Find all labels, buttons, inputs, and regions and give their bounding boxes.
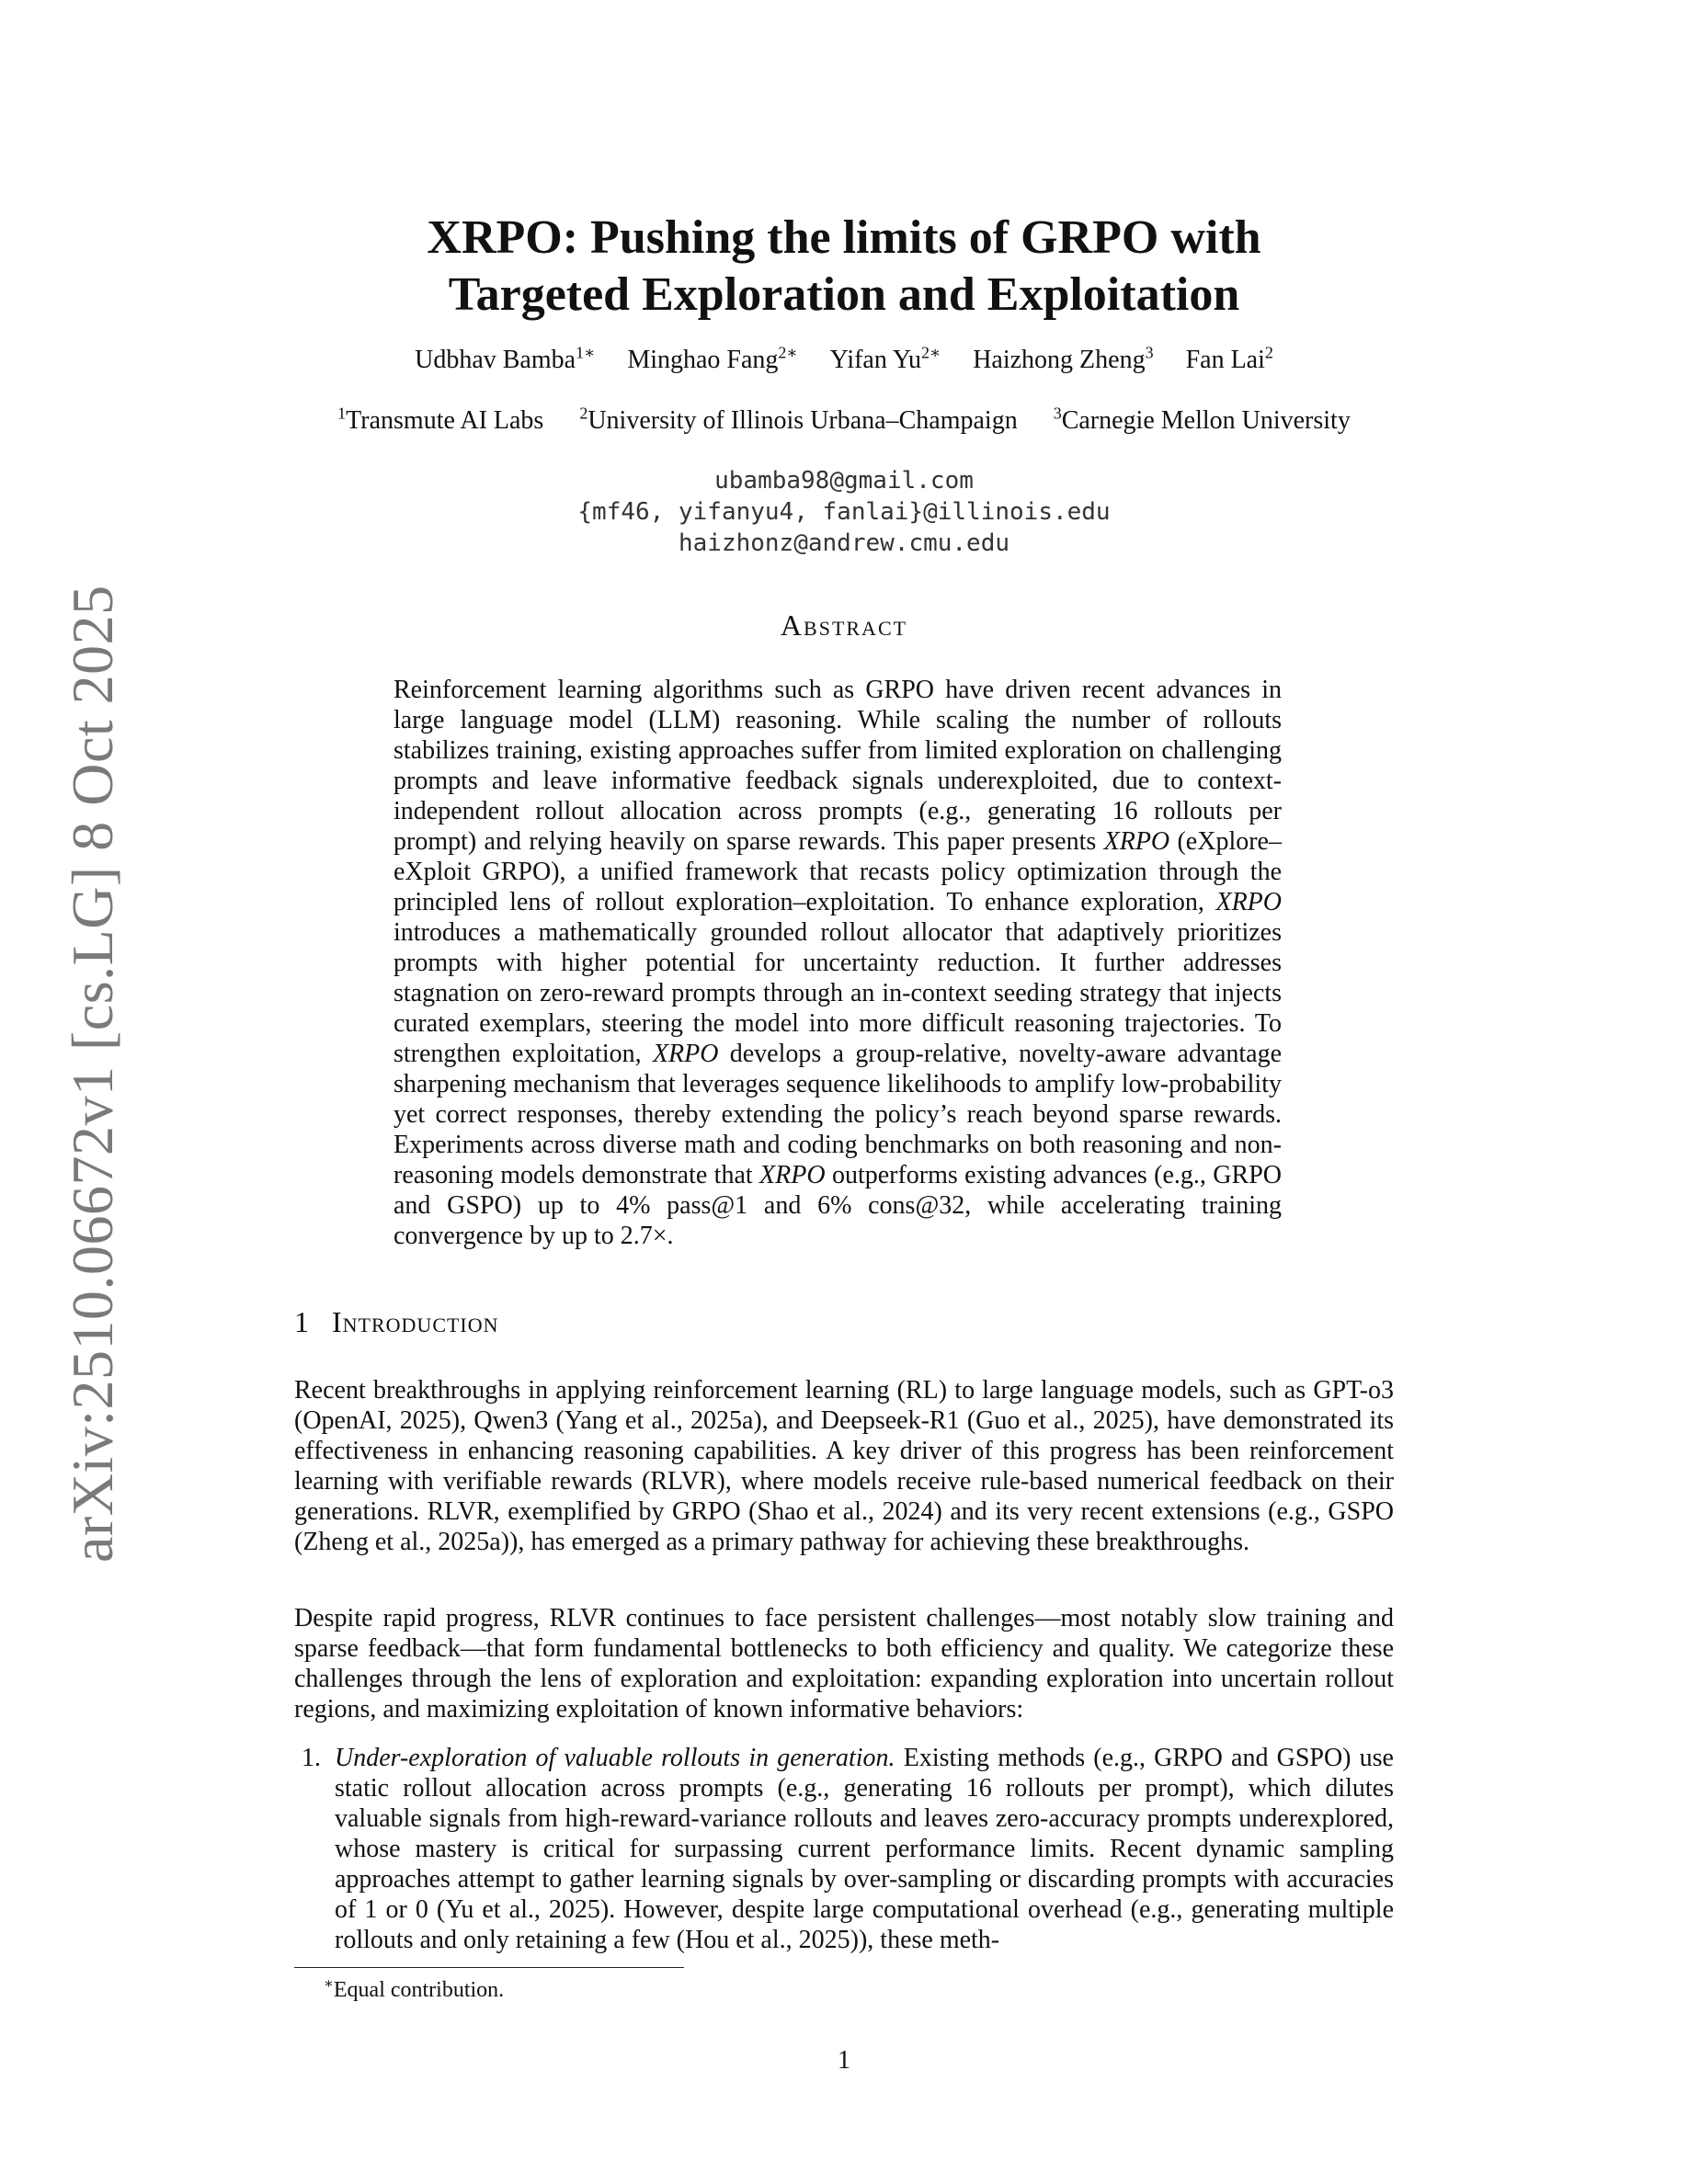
email-block	[303, 465, 1385, 559]
email: haizhonz@andrew.cmu.edu	[678, 529, 1010, 557]
page-number: 1	[838, 2046, 850, 2075]
author: Fan Lai$^2$	[1185, 344, 1273, 375]
intro-paragraph-2: Despite rapid progress, RLVR continues to face persistent challenges—most notably slow training and sparse feedback—that form fundamental bottlenecks to both efficiency and quality. We categorize these challenges through the lens of exploration and exploitation: expanding exploration into uncertain rollout regions, and maximizing exploitation of known informative behaviors:	[294, 1604, 1394, 1723]
footnote: ∗Equal contribution.	[324, 1976, 505, 2002]
abstract-text: Reinforcement learning algorithms such as GRPO have driven recent advances in large language model (LLM) reasoning. While scaling the number of rollouts stabilizes training, existing approaches suffer from limited exploration on challenging prompts and leave informative feedback signals underexploited, due to context-independent rollout allocation across prompts (e.g., generating 16 rollouts per prompt) and relying heavily on sparse rewards. This paper presents XRPO (eXplore–eXploit GRPO), a unified framework that recasts policy optimization through the principled lens of rollout exploration–exploitation. To enhance exploration, XRPO introduces a mathematically grounded rollout allocator that adaptively prioritizes prompts with higher potential for uncertainty reduction. It further addresses stagnation on zero-reward prompts through an in-context seeding strategy that injects curated exemplars, steering the model into more difficult reasoning trajectories. To strengthen exploitation, XRPO develops a group-relative, novelty-aware advantage sharpening mechanism that leverages sequence likelihoods to amplify low-probability yet correct responses, thereby extending the policy’s reach beyond sparse rewards. Experiments across diverse math and coding benchmarks on both reasoning and non-reasoning models demonstrate that XRPO outperforms existing advances (e.g., GRPO and GSPO) up to 4% pass@1 and 6% cons@32, while accelerating training convergence by up to 2.7×.	[393, 676, 1283, 1250]
title-line-1: XRPO: Pushing the limits of GRPO with	[427, 211, 1261, 264]
author: Minghao Fang$^{2∗}$	[627, 344, 798, 375]
email: {mf46, yifanyu4, fanlai}@illinois.edu	[577, 498, 1111, 526]
affiliation: $^1$Transmute AI Labs	[337, 404, 544, 436]
author-list	[303, 344, 1385, 375]
author: Haizhong Zheng$^3$	[973, 344, 1154, 375]
affiliation-list	[276, 404, 1412, 436]
intro-paragraph-1: Recent breakthroughs in applying reinforcement learning (RL) to large language models, such as GPT-o3 (OpenAI, 2025), Qwen3 (Yang et al., 2025a), and Deepseek-R1 (Guo et al., 2025), have demonstrated its effectiveness in enhancing reasoning capabilities. A key driver of this progress has been reinforcement learning with verifiable rewards (RLVR), where models receive rule-based numerical feedback on their generations. RLVR, exemplified by GRPO (Shao et al., 2024) and its very recent extensions (e.g., GSPO (Zheng et al., 2025a)), has emerged as a primary pathway for achieving these breakthroughs.	[294, 1376, 1394, 1556]
abstract-heading: Abstract	[780, 609, 908, 642]
affiliation: $^3$Carnegie Mellon University	[1053, 404, 1351, 436]
title-line-2: Targeted Exploration and Exploitation	[448, 268, 1240, 321]
paper-title	[294, 210, 1394, 324]
author: Yifan $Yu^{2∗}$	[829, 344, 941, 375]
email: ubamba98@gmail.com	[714, 467, 974, 495]
affiliation: $^2$University of Illinois Urbana–Champaign	[579, 404, 1018, 436]
section-number: 1	[294, 1305, 310, 1338]
list-item-number: 1.	[302, 1744, 321, 1772]
arxiv-identifier[interactable]: arXiv:2510.06672v1 [cs.LG] 8 Oct 2025	[60, 585, 125, 1563]
author: Udbhav Bamba$^{1∗}$	[415, 344, 596, 375]
section-title: Introduction	[332, 1305, 499, 1338]
section-heading	[294, 1305, 499, 1339]
list-item	[294, 1743, 1394, 1955]
footnote-divider	[294, 1967, 684, 1968]
list-item-text: Under-exploration of valuable rollouts in generation. Existing methods (e.g., GRPO and GSPO) use static rollout allocation across prompts (e.g., generating 16 rollouts per prompt), which dilutes valuable signals from high-reward-variance rollouts and leaves zero-accuracy prompts underexplored, whose mastery is critical for surpassing current performance limits. Recent dynamic sampling approaches attempt to gather learning signals by over-sampling or discarding prompts with accuracies of 1 or 0 (Yu et al., 2025). However, despite large computational overhead (e.g., generating multiple rollouts and only retaining a few (Hou et al., 2025)), these meth-	[335, 1744, 1394, 1954]
